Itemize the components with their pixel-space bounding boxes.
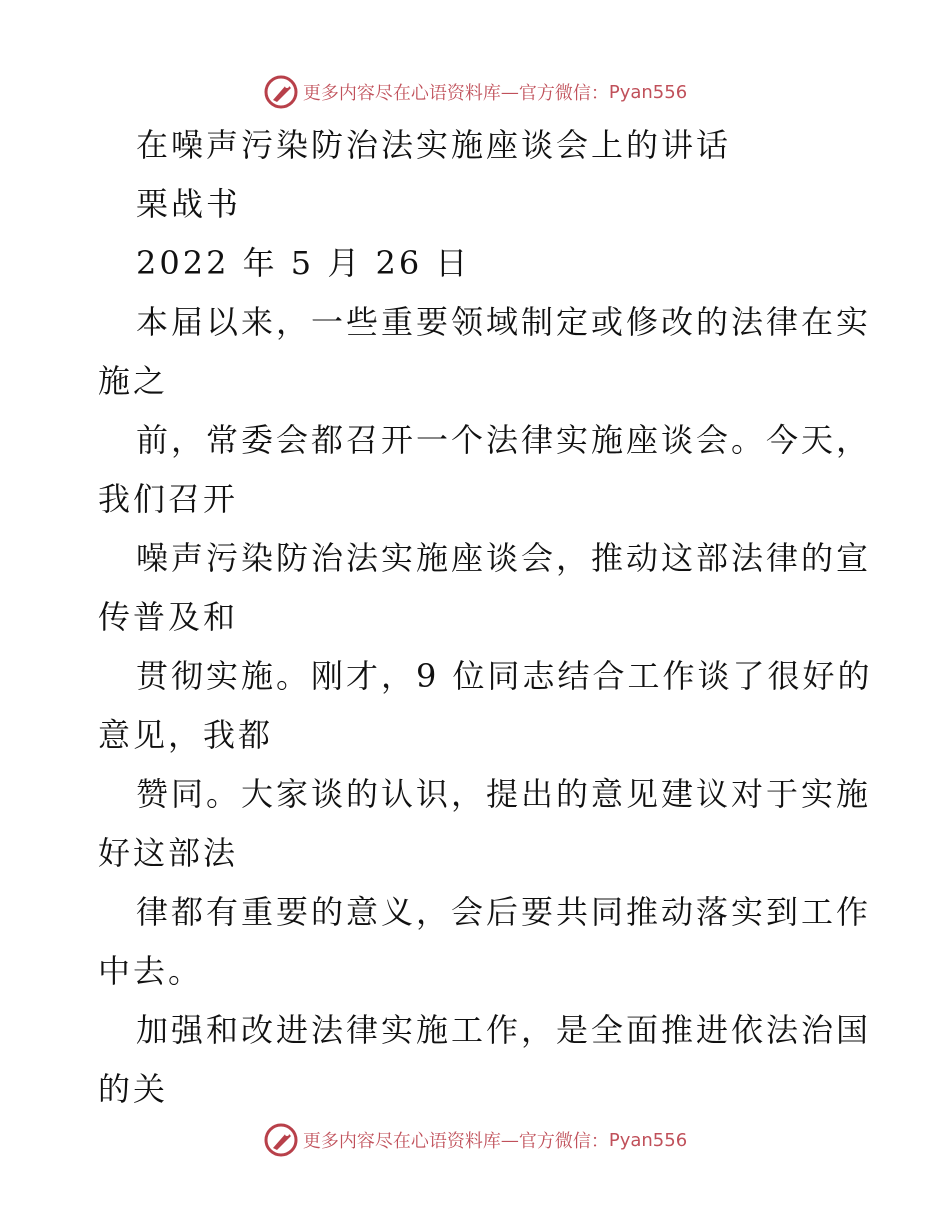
watermark-wechat-label: 官方微信： <box>518 1131 609 1152</box>
watermark-wechat-id: Pyan556 <box>608 1129 688 1151</box>
paragraph-line: 好这部法 <box>98 834 239 872</box>
watermark-separator: — <box>500 81 519 103</box>
paragraph-line: 本届以来，一些重要领域制定或修改的法律在实 <box>136 303 872 341</box>
paragraph-line: 传普及和 <box>98 598 239 636</box>
watermark-wechat-id: Pyan556 <box>608 81 688 103</box>
watermark-site-text: 更多内容尽在心语资料库 <box>302 1131 501 1152</box>
document-title: 在噪声污染防治法实施座谈会上的讲话 <box>136 126 732 164</box>
header-watermark <box>0 72 950 112</box>
paragraph-line: 噪声污染防治法实施座谈会，推动这部法律的宣 <box>136 539 872 577</box>
document-author: 栗战书 <box>136 185 242 223</box>
paragraph-line: 贯彻实施。刚才，9 位同志结合工作谈了很好的 <box>136 657 873 695</box>
paragraph-line: 施之 <box>98 362 169 400</box>
watermark-wechat-label: 官方微信： <box>518 83 609 104</box>
paragraph-line: 加强和改进法律实施工作，是全面推进依法治国 <box>136 1011 872 1049</box>
document-date: 2022 年 5 月 26 日 <box>136 244 471 282</box>
paragraph-line: 我们召开 <box>98 480 239 518</box>
paragraph-line: 中去。 <box>98 952 204 990</box>
pen-logo-icon <box>263 1122 299 1158</box>
paragraph-line: 赞同。大家谈的认识，提出的意见建议对于实施 <box>136 775 872 813</box>
paragraph-line: 意见，我都 <box>98 716 274 754</box>
footer-watermark <box>0 1120 950 1160</box>
watermark-site-text: 更多内容尽在心语资料库 <box>302 83 501 104</box>
paragraph-line: 律都有重要的意义，会后要共同推动落实到工作 <box>136 893 872 931</box>
paragraph-line: 前，常委会都召开一个法律实施座谈会。今天， <box>136 421 872 459</box>
paragraph-line: 的关 <box>98 1070 169 1108</box>
watermark-separator: — <box>500 1129 519 1151</box>
pen-logo-icon <box>263 74 299 110</box>
